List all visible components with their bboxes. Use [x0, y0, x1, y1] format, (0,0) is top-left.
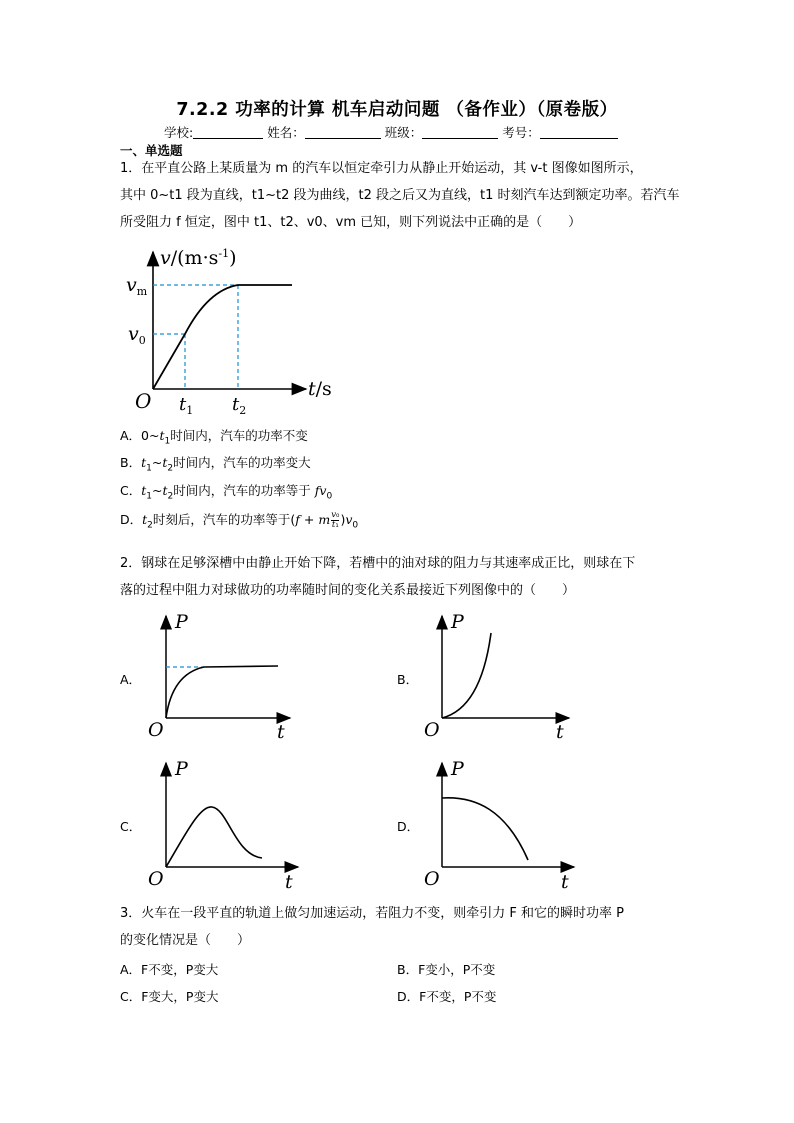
q1-option-a[interactable]: A．$0\sim t_1$时间内，汽车的功率不变: [120, 428, 308, 447]
q2-text: [120, 550, 680, 604]
q2-option-c-label[interactable]: C．: [120, 819, 142, 834]
q3-line-1: 3．火车在一段平直的轨道上做匀加速运动，若阻力不变，则牵引力 F 和它的瞬时功率 P: [120, 906, 624, 921]
origin-label: O: [135, 389, 152, 413]
q3-text: [120, 900, 680, 954]
curve-d: [442, 798, 528, 860]
q2-graph-a[interactable]: [140, 608, 300, 743]
p-label: P: [451, 611, 464, 633]
school-label: 学校:: [164, 125, 194, 140]
curve-a: [166, 666, 278, 718]
p-label: P: [175, 611, 188, 633]
vt-x-label: t/s: [308, 378, 332, 400]
school-field[interactable]: [193, 125, 263, 139]
v0-label: $v_0$: [128, 323, 146, 347]
curve-c: [166, 807, 262, 867]
student-info: [164, 123, 618, 141]
q2-line-2: 落的过程中阻力对球做功的功率随时间的变化关系最接近下列图像中的（ ）: [120, 583, 576, 598]
q2-option-a-label[interactable]: A．: [120, 672, 142, 687]
curve-b: [442, 633, 491, 718]
t-label: t: [556, 721, 564, 743]
t-label: t: [285, 871, 293, 893]
q1-line-3: 所受阻力 f 恒定，图中 t1、t2、v0、vm 已知，则下列说法中正确的是（ ）: [120, 215, 582, 230]
origin-label: O: [424, 719, 440, 741]
q2-option-b-label[interactable]: B．: [397, 672, 419, 687]
q3-option-a[interactable]: A．F不变，P变大: [120, 962, 219, 977]
q1-option-c[interactable]: C．$t_1\sim t_2$时间内，汽车的功率等于 $fv_0$: [120, 483, 333, 502]
q2-graph-d[interactable]: [416, 755, 581, 895]
q1-option-d[interactable]: D．$t_2$时刻后，汽车的功率等于(f + m $\frac{\text{v₀}}{\text{t₁}}$ )$v_0$: [120, 510, 359, 531]
q3-option-c[interactable]: C．F变大，P变大: [120, 989, 219, 1004]
q1-text: [120, 155, 680, 236]
class-field[interactable]: [422, 125, 498, 139]
section-heading: 一、单选题: [120, 143, 183, 158]
exam-no-field[interactable]: [540, 125, 618, 139]
q2-graph-c[interactable]: [140, 755, 305, 895]
vt-y-label: $v/(m\cdot s^{-1})$: [160, 247, 237, 269]
q2-option-d-label[interactable]: D．: [397, 819, 420, 834]
vt-curve: [153, 285, 292, 389]
name-field[interactable]: [305, 125, 381, 139]
origin-label: O: [148, 719, 164, 741]
vm-label: $v_m$: [126, 274, 148, 298]
class-label: 班级：: [384, 125, 423, 140]
q1-option-b[interactable]: B．$t_1\sim t_2$时间内，汽车的功率变大: [120, 455, 311, 474]
q3-line-2: 的变化情况是（ ）: [120, 933, 251, 948]
t1-label: $t_1$: [179, 394, 194, 417]
name-label: 姓名：: [267, 125, 305, 140]
origin-label: O: [424, 868, 440, 890]
q1-vt-graph: [118, 240, 348, 420]
exam-no-label: 考号：: [502, 125, 540, 140]
q3-option-b[interactable]: B．F变小，P不变: [397, 962, 496, 977]
q3-option-d[interactable]: D．F不变，P不变: [397, 989, 497, 1004]
p-label: P: [451, 758, 464, 780]
q1-line-1: 1．在平直公路上某质量为 m 的汽车以恒定牵引力从静止开始运动，其 v-t 图像如图所示，: [120, 161, 643, 176]
q2-line-1: 2．钢球在足够深槽中由静止开始下降，若槽中的油对球的阻力与其速率成正比，则球在下: [120, 556, 636, 571]
q1-line-2: 其中 0~t1 段为直线，t1~t2 段为曲线，t2 段之后又为直线，t1 时刻汽车达到额定功率。若汽车: [120, 188, 680, 203]
t-label: t: [561, 871, 569, 893]
origin-label: O: [148, 868, 164, 890]
page-title: 7.2.2 功率的计算 机车启动问题 （备作业）（原卷版）: [176, 100, 618, 120]
t2-label: $t_2$: [232, 394, 247, 417]
p-label: P: [175, 758, 188, 780]
q2-graph-b[interactable]: [416, 608, 581, 743]
t-label: t: [277, 721, 285, 743]
